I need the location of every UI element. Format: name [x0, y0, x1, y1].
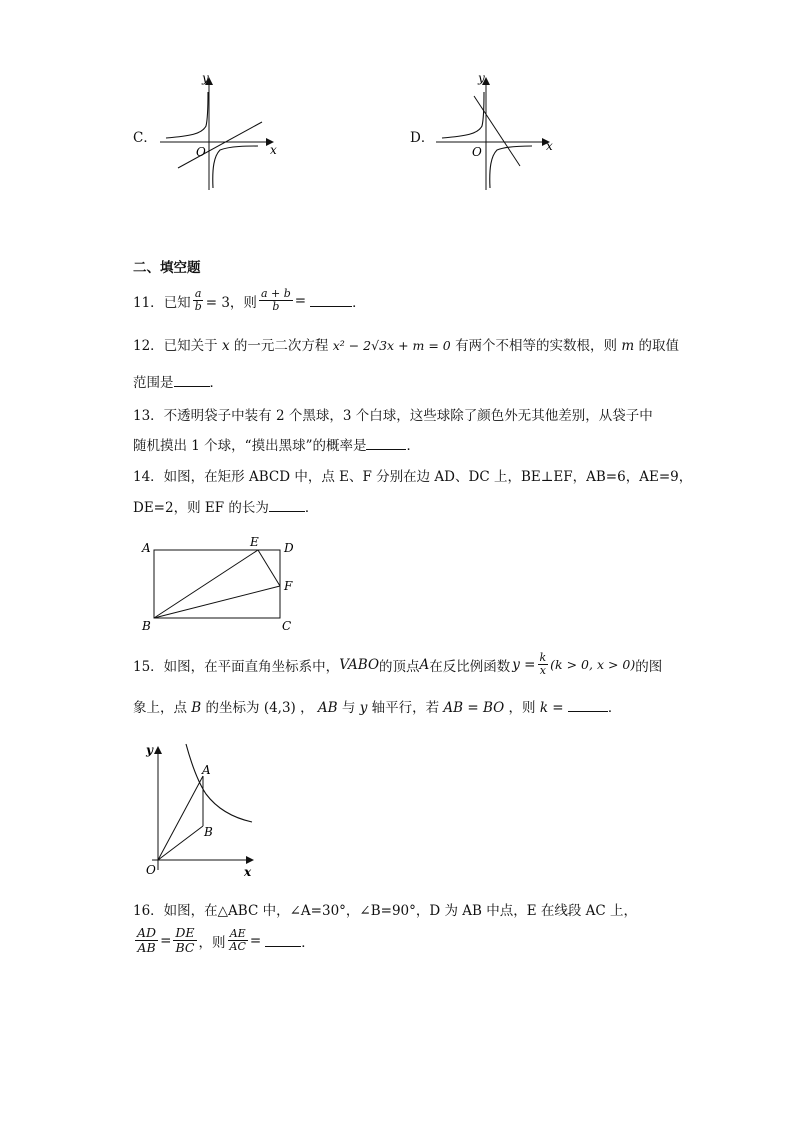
q12-tail: ．: [209, 375, 223, 391]
option-d-graph: [428, 68, 560, 193]
q15-text-f: 的坐标为: [205, 700, 260, 716]
option-c-label: C．: [133, 130, 157, 146]
question-16-line-1: 16．如图，在△ABC 中，∠A=30°，∠B=90°，D 为 AB 中点，E 在线段 AC 上，: [133, 903, 638, 919]
q14-label-a: A: [142, 541, 151, 555]
q15-text-i: 轴平行，若: [371, 700, 440, 716]
question-15-line-2: [133, 696, 621, 716]
q14-label-e: E: [250, 535, 259, 549]
q15-axis-y: y: [359, 700, 368, 716]
question-13-line-2: [133, 434, 420, 454]
q12-line2: 范围是: [133, 375, 174, 391]
q15-tail: ．: [607, 700, 622, 716]
q16-eq1: =: [160, 932, 172, 949]
q14-label-b: B: [142, 619, 151, 633]
q12-text-a: 12．已知关于: [133, 338, 218, 354]
q15-fig-y-label: y: [146, 743, 153, 757]
section-title: 二、填空题: [133, 260, 201, 276]
q15-fig-x-label: x: [244, 865, 252, 878]
q15-segment-ab: AB: [317, 700, 338, 716]
q15-text-g: ，: [300, 700, 314, 716]
q14-tail: ．: [304, 500, 319, 516]
q14-label-f: F: [284, 579, 293, 593]
q11-frac-num: a: [194, 287, 202, 300]
q14-label-d: D: [284, 541, 294, 555]
option-c-origin-label: O: [196, 145, 206, 159]
q15-frac-num: k: [539, 651, 547, 664]
q16-fraction-ad-ab: [135, 926, 158, 955]
q13-line2: 随机摸出 1 个球，“摸出黑球”的概率是: [133, 438, 367, 454]
q15-fig-b-label: B: [204, 825, 213, 839]
q12-var-x: x: [221, 338, 230, 354]
question-16-line-2: [133, 926, 315, 955]
q11-tail: ．: [352, 294, 366, 311]
q12-text-c: 有两个不相等的实数根，则: [455, 338, 618, 354]
q15-func-y: y =: [512, 656, 536, 673]
option-c-x-label: x: [270, 143, 277, 157]
q16-f1-num: AD: [137, 925, 157, 940]
question-15-line-1: [133, 652, 662, 677]
q11-frac2-den: b: [272, 300, 280, 313]
option-d-y-label: y: [478, 71, 485, 85]
q12-var-m: m: [621, 338, 635, 354]
q15-text-h: 与: [341, 700, 356, 716]
q11-fraction-a-plus-b: [259, 288, 293, 313]
q12-equation: x² − 2√3x + m = 0: [332, 338, 451, 353]
q11-fraction-a-over-b: [193, 288, 204, 313]
q16-f2-num: DE: [175, 925, 195, 940]
q15-point-b: B: [191, 700, 202, 716]
q16-eq2: =: [249, 932, 262, 949]
q15-text-b: 的顶点: [379, 658, 420, 675]
q13-tail: ．: [406, 438, 420, 454]
q11-number: 11．: [133, 294, 164, 311]
q15-k: k =: [539, 700, 564, 716]
q11-answer-blank[interactable]: [310, 294, 352, 307]
q16-answer-blank[interactable]: [265, 934, 301, 947]
q16-fraction-ae-ac: [228, 928, 248, 953]
q16-fraction-de-bc: [173, 926, 196, 955]
q14-rectangle-figure: [140, 534, 310, 634]
q15-answer-blank[interactable]: [568, 699, 608, 712]
q14-line2: DE=2，则 EF 的长为: [133, 500, 269, 516]
q11-frac-den: b: [194, 300, 202, 313]
q15-fraction-k-over-x: [538, 652, 549, 677]
option-c-graph: [150, 68, 280, 193]
q16-then: ，则: [198, 934, 226, 951]
q16-f1-den: AB: [137, 940, 156, 955]
q15-text-j: ，则: [508, 700, 536, 716]
q11-frac2-num: a + b: [260, 287, 291, 300]
q14-answer-blank[interactable]: [269, 499, 305, 512]
question-12-line-2: [133, 371, 223, 391]
q12-text-d: 的取值: [638, 338, 679, 354]
option-d-label: D．: [410, 130, 435, 146]
q15-condition: (k > 0, x > 0): [550, 657, 636, 672]
q15-condition-2: AB = BO: [443, 700, 505, 716]
q15-triangle: VABO: [339, 656, 380, 673]
q14-label-c: C: [282, 619, 292, 633]
q15-frac-den: x: [539, 664, 546, 677]
q11-text: 已知: [163, 294, 191, 311]
option-c-y-label: y: [202, 71, 209, 85]
option-d-x-label: x: [546, 139, 553, 153]
q13-answer-blank[interactable]: [366, 437, 406, 450]
q15-text-d: 的图: [635, 658, 663, 675]
q15-text-c: 在反比例函数: [429, 658, 511, 675]
q16-f2-den: BC: [175, 940, 195, 955]
q15-fig-o-label: O: [146, 863, 156, 877]
q15-coordinate-figure: [140, 736, 270, 878]
option-d-origin-label: O: [472, 145, 482, 159]
question-12-line-1: [133, 334, 679, 354]
q12-answer-blank[interactable]: [174, 374, 210, 387]
q15-point-a: A: [419, 656, 430, 673]
question-14-line-2: [133, 496, 318, 516]
question-14-line-1: 14．如图，在矩形 ABCD 中，点 E、F 分别在边 AD、DC 上，BE⊥EF，AB=6，AE=9，: [133, 469, 693, 485]
q11-eq3: = 3，则: [205, 294, 257, 311]
q12-text-b: 的一元二次方程: [233, 338, 329, 354]
q11-eq: =: [294, 292, 307, 309]
question-13-line-1: 13．不透明袋子中装有 2 个黑球，3 个白球，这些球除了颜色外无其他差别，从袋子中: [133, 408, 653, 424]
q15-text-a: 15．如图，在平面直角坐标系中，: [133, 658, 340, 675]
q15-fig-a-label: A: [202, 763, 211, 777]
q16-f3-den: AC: [229, 940, 246, 953]
question-11: [133, 288, 366, 313]
q16-tail: ．: [301, 934, 315, 951]
q15-coord: (4,3): [263, 700, 296, 716]
q16-f3-num: AE: [229, 927, 246, 940]
q15-text-e: 象上，点: [133, 700, 187, 716]
